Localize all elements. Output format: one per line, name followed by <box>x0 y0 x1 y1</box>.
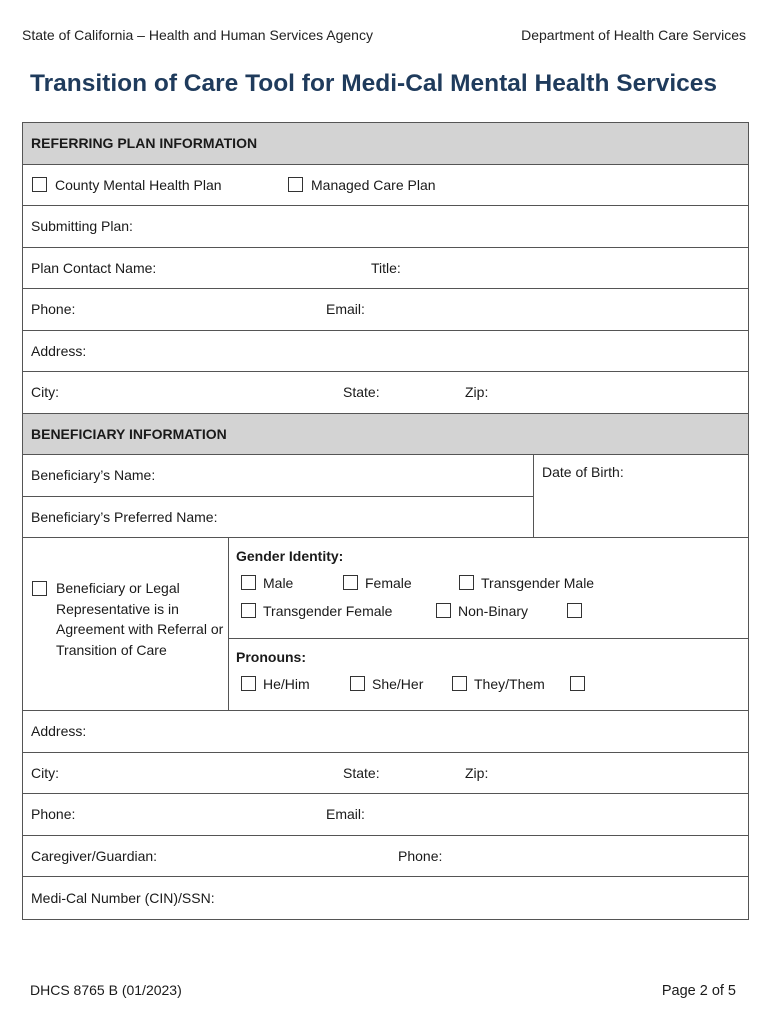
gender-female-option[interactable] <box>343 575 412 591</box>
she-her-label: She/Her <box>372 676 424 692</box>
page-number: Page 2 of 5 <box>661 983 736 999</box>
pronoun-other-option[interactable] <box>570 676 592 692</box>
they-them-label: They/Them <box>474 676 545 692</box>
beneficiary-zip-label: Zip: <box>465 764 489 781</box>
preferred-name-field[interactable] <box>23 497 533 539</box>
gender-pronoun-block <box>23 538 748 711</box>
plan-city-state-zip-row[interactable] <box>23 372 748 414</box>
pronoun-she-her-option[interactable] <box>350 676 423 692</box>
plan-type-row <box>23 165 748 207</box>
pronoun-they-them-option[interactable] <box>452 676 545 692</box>
pronouns-label: Pronouns: <box>236 649 306 665</box>
he-him-checkbox[interactable] <box>241 676 256 691</box>
header-department: Department of Health Care Services <box>521 27 746 43</box>
pronoun-he-him-option[interactable] <box>241 676 310 692</box>
submitting-plan-label: Submitting Plan: <box>31 218 133 235</box>
non-binary-checkbox[interactable] <box>436 603 451 618</box>
gender-other-option[interactable] <box>567 603 589 619</box>
gender-male-option[interactable] <box>241 575 293 591</box>
plan-email-label: Email: <box>326 301 365 318</box>
contact-title-label: Title: <box>371 259 401 276</box>
gender-transgender-male-option[interactable] <box>459 575 594 591</box>
agreement-checkbox[interactable] <box>32 581 47 596</box>
form-id: DHCS 8765 B (01/2023) <box>30 982 182 998</box>
gender-other-checkbox[interactable] <box>567 603 582 618</box>
gender-identity-cell <box>229 538 748 639</box>
county-plan-label: County Mental Health Plan <box>55 176 222 193</box>
caregiver-phone-label: Phone: <box>398 847 443 864</box>
female-checkbox[interactable] <box>343 575 358 590</box>
plan-address-field[interactable] <box>23 331 748 373</box>
male-checkbox[interactable] <box>241 575 256 590</box>
section-referring-title: REFERRING PLAN INFORMATION <box>31 135 258 152</box>
beneficiary-name-field[interactable] <box>23 455 533 497</box>
pronouns-cell <box>229 639 748 711</box>
they-them-checkbox[interactable] <box>452 676 467 691</box>
plan-address-label: Address: <box>31 342 87 359</box>
header-agency: State of California – Health and Human Services Agency <box>22 27 373 43</box>
beneficiary-phone-email-row[interactable] <box>23 794 748 836</box>
plan-zip-label: Zip: <box>465 384 489 401</box>
caregiver-row[interactable] <box>23 836 748 878</box>
beneficiary-address-label: Address: <box>31 723 87 740</box>
county-plan-checkbox[interactable] <box>32 177 47 192</box>
submitting-plan-field[interactable] <box>23 206 748 248</box>
plan-city-label: City: <box>31 384 59 401</box>
preferred-name-label: Beneficiary’s Preferred Name: <box>31 509 218 526</box>
beneficiary-phone-label: Phone: <box>31 806 76 823</box>
plan-phone-email-row[interactable] <box>23 289 748 331</box>
beneficiary-name-label: Beneficiary’s Name: <box>31 467 156 484</box>
transgender-male-label: Transgender Male <box>481 575 595 591</box>
gender-transgender-female-option[interactable] <box>241 603 392 619</box>
transgender-male-checkbox[interactable] <box>459 575 474 590</box>
beneficiary-name-dob-block <box>23 455 748 538</box>
gender-identity-label: Gender Identity: <box>236 548 344 564</box>
beneficiary-email-label: Email: <box>326 806 365 823</box>
plan-phone-label: Phone: <box>31 301 76 318</box>
plan-state-label: State: <box>343 384 380 401</box>
beneficiary-name-column <box>23 455 534 538</box>
page-title: Transition of Care Tool for Medi-Cal Mental Health Services <box>30 70 718 97</box>
managed-care-label: Managed Care Plan <box>311 176 436 193</box>
managed-care-checkbox[interactable] <box>288 177 303 192</box>
caregiver-label: Caregiver/Guardian: <box>31 847 158 864</box>
beneficiary-state-label: State: <box>343 764 380 781</box>
plan-contact-name-label: Plan Contact Name: <box>31 259 157 276</box>
beneficiary-address-field[interactable] <box>23 711 748 753</box>
beneficiary-city-state-zip-row[interactable] <box>23 753 748 795</box>
county-mental-health-plan-option[interactable] <box>32 177 222 193</box>
plan-contact-row[interactable] <box>23 248 748 290</box>
date-of-birth-label: Date of Birth: <box>542 464 624 480</box>
agreement-label: Beneficiary or Legal Representative is in Agreement with Referral or Transition of Care <box>56 580 224 658</box>
she-her-checkbox[interactable] <box>350 676 365 691</box>
medi-cal-number-field[interactable] <box>23 877 748 919</box>
transgender-female-label: Transgender Female <box>263 603 393 619</box>
transgender-female-checkbox[interactable] <box>241 603 256 618</box>
section-referring-plan <box>23 123 748 165</box>
gender-non-binary-option[interactable] <box>436 603 528 619</box>
pronoun-other-checkbox[interactable] <box>570 676 585 691</box>
form-table <box>22 122 749 920</box>
female-label: Female <box>365 575 412 591</box>
agreement-cell <box>23 538 229 711</box>
managed-care-plan-option[interactable] <box>288 177 436 193</box>
section-beneficiary <box>23 414 748 456</box>
male-label: Male <box>263 575 294 591</box>
non-binary-label: Non-Binary <box>458 603 529 619</box>
he-him-label: He/Him <box>263 676 310 692</box>
medi-cal-number-label: Medi-Cal Number (CIN)/SSN: <box>31 889 215 906</box>
section-beneficiary-title: BENEFICIARY INFORMATION <box>31 425 227 442</box>
beneficiary-city-label: City: <box>31 764 59 781</box>
